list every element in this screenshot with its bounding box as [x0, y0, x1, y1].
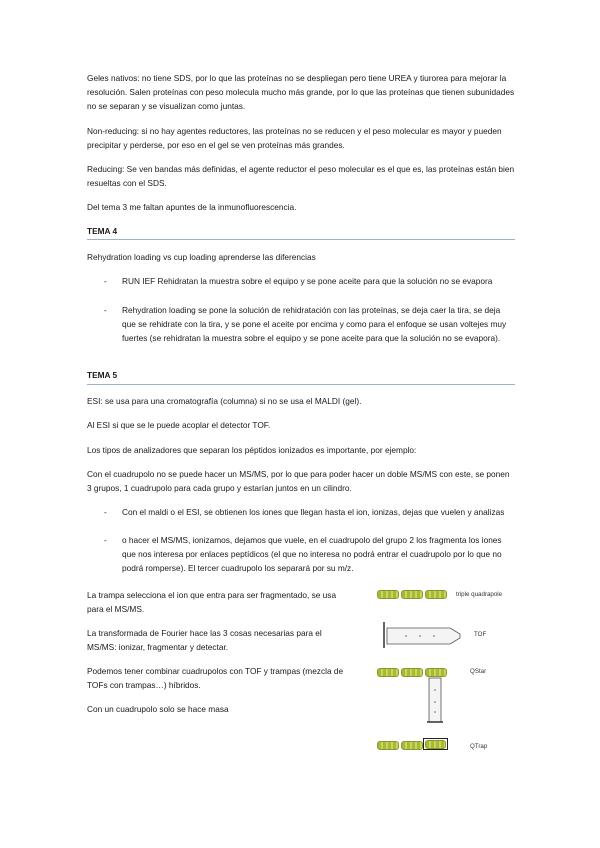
- paragraph-rehydration-intro: Rehydration loading vs cup loading aprenderse las diferencias: [87, 252, 316, 262]
- bullet-ms-ms: o hacer el MS/MS, ionizamos, dejamos que vuele, en el cuadrupolo del grupo 2 los fragmenta los iones que nos interesa por enlaces peptídicos (el que no interesa no podrá entrar el cuadrupolo por lo que no podrá romperse). El tercer cuadrupolo los separará por su m/z.: [122, 535, 502, 573]
- quadrupole-icon: [401, 590, 423, 599]
- tof-vertical-icon: [426, 676, 446, 724]
- paragraph-geles-nativos: Geles nativos: no tiene SDS, por lo que las proteínas no se despliegan pero tiene UREA y tiurorea para mejorar la resolución. Salen proteínas con peso molecula mucho más grande, por lo que las proteínas que tienen subunidades no se separan y se visualizan como juntas.: [87, 73, 515, 111]
- label-qstar: QStar: [470, 668, 487, 675]
- heading-tema-5: TEMA 5: [87, 370, 118, 380]
- paragraph-tipos-analizadores: Los tipos de analizadores que separan los péptidos ionizados es importante, por ejemplo:: [87, 445, 417, 455]
- heading-rule: [87, 239, 515, 240]
- paragraph-al-esi: Al ESI si que se le puede acoplar el detector TOF.: [87, 420, 271, 430]
- bullet-rehydration-loading: Rehydration loading se pone la solución de rehidratación con las proteínas, se deja caer la tira, se deja que se rehidrate con la tira, y se pone el aceite por encima y como para el enfoque se usan voltejes muy fuertes (se rehidratan la muestra sobre el equipo y se pone aceite para que la solución no se evapora).: [122, 305, 507, 343]
- bullet-marker: -: [104, 276, 107, 286]
- paragraph-tema3-note: Del tema 3 me faltan apuntes de la inmunofluorescencia.: [87, 202, 297, 212]
- heading-tema-4: TEMA 4: [87, 226, 118, 236]
- label-triple-quadrupole: triple quadrapole: [456, 591, 503, 598]
- label-qtrap: QTrap: [470, 743, 488, 750]
- quadrupole-icon: [377, 741, 399, 750]
- bullet-marker: -: [104, 535, 107, 545]
- tof-tube-icon: [378, 620, 468, 650]
- paragraph-cuadrupolo: Con el cuadrupolo no se puede hacer un MS/MS, por lo que para poder hacer un doble MS/MS con este, se ponen 3 grupos, 1 cuadrupolo para cada grupo y estarían juntos en un cilindro.: [87, 469, 510, 493]
- bullet-marker: -: [104, 507, 107, 517]
- ion-trap-icon: [423, 738, 448, 750]
- quadrupole-icon: [425, 590, 447, 599]
- paragraph-hibridos: Podemos tener combinar cuadrupolos con TOF y trampas (mezcla de TOFs con trampas…) híbridos.: [87, 666, 344, 690]
- paragraph-fourier: La transformada de Fourier hace las 3 cosas necesarias para el MS/MS: ionizar, fragmentar y detectar.: [87, 628, 322, 652]
- quadrupole-icon: [401, 668, 423, 677]
- quadrupole-icon: [377, 668, 399, 677]
- heading-rule: [87, 384, 515, 385]
- quadrupole-icon: [425, 740, 446, 749]
- quadrupole-icon: [401, 741, 423, 750]
- paragraph-cuadrupolo-masa: Con un cuadrupolo solo se hace masa: [87, 704, 229, 714]
- bullet-marker: -: [104, 305, 107, 315]
- bullet-run-ief: RUN IEF Rehidratan la muestra sobre el equipo y se pone aceite para que la solución no se evapora: [122, 276, 493, 286]
- bullet-maldi-esi: Con el maldi o el ESI, se obtienen los iones que llegan hasta el ion, ionizas, dejas que vuelen y analizas: [122, 507, 505, 517]
- paragraph-esi: ESI: se usa para una cromatografía (columna) si no se usa el MALDI (gel).: [87, 396, 362, 406]
- paragraph-reducing: Reducing: Se ven bandas más definidas, el agente reductor el peso molecular es el que es, las proteínas están bien resueltas con el SDS.: [87, 164, 515, 188]
- paragraph-non-reducing: Non-reducing: si no hay agentes reductores, las proteínas no se reducen y el peso molecular es mayor y pueden precipitar y perderse, por eso en el gel se ven proteínas más grandes.: [87, 126, 502, 150]
- quadrupole-icon: [377, 590, 399, 599]
- paragraph-trampa: La trampa selecciona el ion que entra para ser fragmentado, se usa para el MS/MS.: [87, 590, 337, 614]
- label-tof: TOF: [474, 631, 487, 638]
